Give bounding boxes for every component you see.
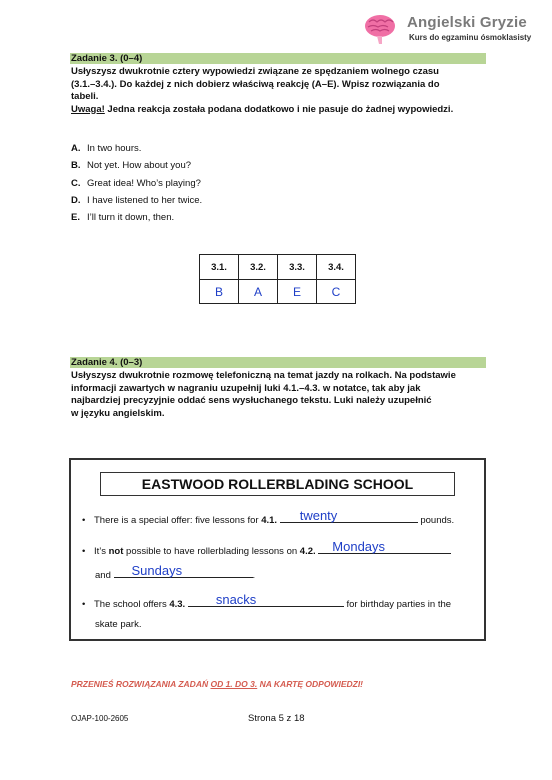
gap-number: 4.1. <box>261 515 278 526</box>
brain-logo-icon <box>363 12 397 46</box>
gap-4-1-field[interactable] <box>280 508 418 523</box>
note-item-4-3 <box>82 592 452 610</box>
gap-4-2-field[interactable] <box>318 539 451 554</box>
option-b <box>71 160 191 171</box>
answer-table-header: 3.3. <box>278 255 317 280</box>
gap-4-3-answer: snacks <box>215 592 257 607</box>
note-underlined: OD 1. DO 3. <box>210 679 258 689</box>
brand-title: Angielski Gryzie <box>407 14 527 31</box>
option-text: I’ll turn it down, then. <box>87 212 175 223</box>
option-d <box>71 195 202 206</box>
task3-instruction <box>71 66 486 116</box>
note-item-4-1 <box>82 508 455 526</box>
answer-table-header: 3.1. <box>200 255 239 280</box>
option-text: In two hours. <box>87 143 142 154</box>
footer-page: Strona 5 z 18 <box>248 713 305 724</box>
gap-4-2-answer: Mondays <box>332 539 386 554</box>
option-letter: E. <box>71 212 80 223</box>
task4-instruction-line: najbardziej precyzyjnie oddać sens wysłuchanego tekstu. Luki należy uzupełnić <box>71 395 432 406</box>
note-box-title: EASTWOOD ROLLERBLADING SCHOOL <box>100 472 455 496</box>
answer-table-header: 3.2. <box>239 255 278 280</box>
option-letter: B. <box>71 160 81 171</box>
option-e <box>71 212 174 223</box>
gap-number: 4.2. <box>299 546 316 557</box>
gap-4-3-field[interactable] <box>188 592 344 607</box>
option-c <box>71 178 201 189</box>
gap-4-1-answer: twenty <box>299 508 338 523</box>
note-item-4-2-cont <box>95 563 256 581</box>
option-text: Not yet. How about you? <box>87 160 192 171</box>
note-text: PRZENIEŚ ROZWIĄZANIA ZADAŃ <box>71 679 211 689</box>
task3-instruction-line: Usłyszysz dwukrotnie cztery wypowiedzi związane ze spędzaniem wolnego czasu <box>71 66 439 77</box>
item-text: The school offers <box>94 599 170 610</box>
option-text: Great idea! Who’s playing? <box>87 178 201 189</box>
note-text: NA KARTĘ ODPOWIEDZI! <box>257 679 364 689</box>
option-text: I have listened to her twice. <box>87 195 203 206</box>
note-item-4-3-cont: skate park. <box>95 619 142 630</box>
item-text: It’s <box>94 546 109 557</box>
task3-instruction-line: tabeli. <box>71 91 99 102</box>
brand-subtitle: Kurs do egzaminu ósmoklasisty <box>409 33 532 42</box>
answer-cell[interactable]: E <box>278 280 317 304</box>
item-text: and <box>95 570 111 581</box>
answer-table <box>199 254 356 304</box>
item-text: There is a special offer: five lessons for <box>94 515 262 526</box>
task4-heading: Zadanie 4. (0–3) <box>70 357 486 368</box>
bullet-icon: • <box>82 546 86 557</box>
note-item-4-2 <box>82 539 451 557</box>
uwaga-label: Uwaga! <box>71 103 105 115</box>
item-text: for birthday parties in the <box>343 599 452 610</box>
item-text: . <box>252 570 256 581</box>
footer-code: OJAP-100-2605 <box>71 714 129 723</box>
item-text: pounds. <box>417 515 455 526</box>
answer-cell[interactable]: C <box>317 280 356 304</box>
option-letter: C. <box>71 178 81 189</box>
task4-instruction <box>71 370 486 420</box>
task4-instruction-line: Usłyszysz dwukrotnie rozmowę telefoniczną na temat jazdy na rolkach. Na podstawie <box>71 370 456 381</box>
task3-uwaga <box>71 104 486 117</box>
task3-heading: Zadanie 3. (0–4) <box>70 53 486 64</box>
option-letter: D. <box>71 195 81 206</box>
answer-table-header: 3.4. <box>317 255 356 280</box>
gap-number: 4.3. <box>169 599 186 610</box>
bullet-icon: • <box>82 599 86 610</box>
task3-instruction-line: (3.1.–3.4.). Do każdej z nich dobierz właściwą reakcję (A–E). Wpisz rozwiązania do <box>71 78 440 90</box>
item-bold: not <box>108 546 124 557</box>
uwaga-text: Jedna reakcja została podana dodatkowo i nie pasuje do żadnej wypowiedzi. <box>104 103 454 115</box>
gap-4-2b-field[interactable] <box>114 563 253 578</box>
task4-instruction-line: informacji zawartych w nagraniu uzupełnij luki 4.1.–4.3. w notatce, tak aby jak <box>71 382 421 394</box>
transfer-note <box>71 679 363 689</box>
item-text: possible to have rollerblading lessons on <box>123 546 300 557</box>
option-a <box>71 143 141 154</box>
option-letter: A. <box>71 143 81 154</box>
task4-instruction-line: w języku angielskim. <box>71 407 165 419</box>
answer-cell[interactable]: A <box>239 280 278 304</box>
gap-4-2b-answer: Sundays <box>131 563 183 578</box>
bullet-icon: • <box>82 515 86 526</box>
answer-cell[interactable]: B <box>200 280 239 304</box>
